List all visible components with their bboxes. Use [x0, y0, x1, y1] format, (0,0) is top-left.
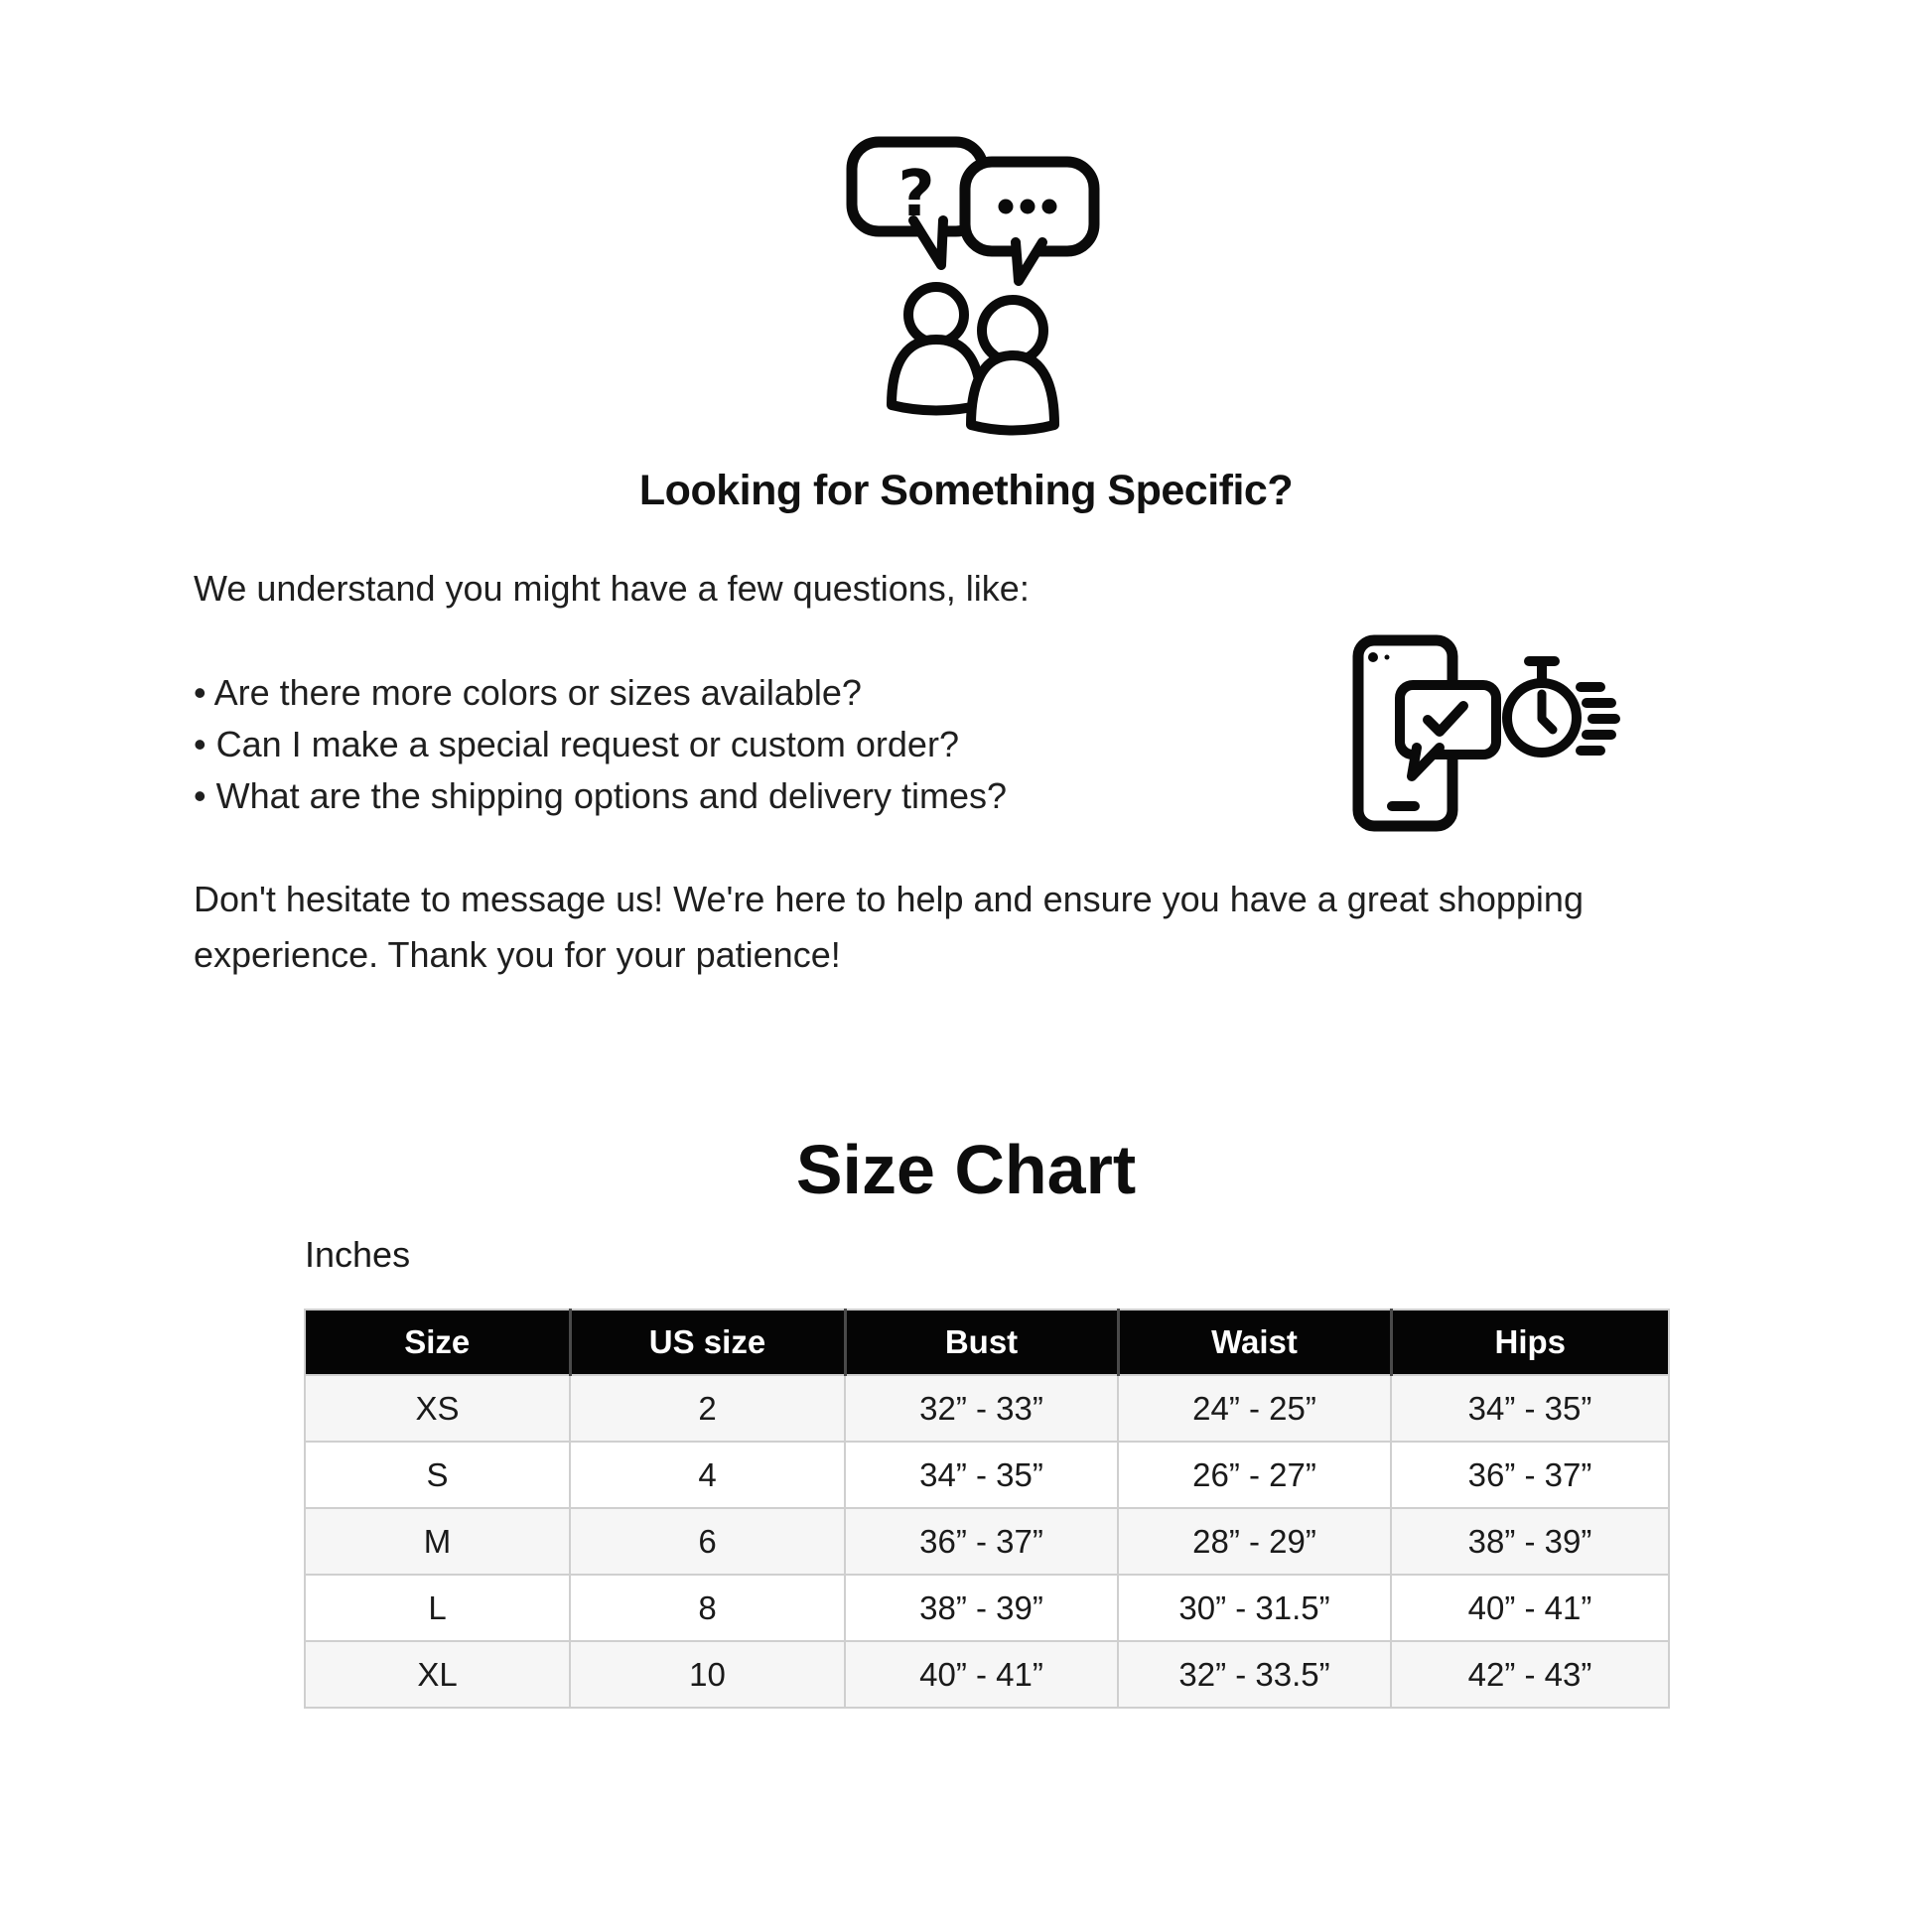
table-row	[305, 1575, 1669, 1641]
size-chart-header	[305, 1310, 1669, 1375]
column-header: Waist	[1118, 1310, 1391, 1375]
table-cell: 26” - 27”	[1118, 1442, 1391, 1508]
question-list	[194, 667, 1007, 822]
table-cell: 10	[570, 1641, 845, 1708]
table-cell: 40” - 41”	[845, 1641, 1118, 1708]
table-row	[305, 1442, 1669, 1508]
outro-line: Don't hesitate to message us! We're here to help and ensure you have a great shopping	[194, 879, 1584, 919]
speed-lines-icon	[1581, 687, 1615, 751]
table-cell: 36” - 37”	[845, 1508, 1118, 1575]
table-cell: 38” - 39”	[845, 1575, 1118, 1641]
table-cell: 2	[570, 1375, 845, 1442]
question-item: • Can I make a special request or custom order?	[194, 724, 959, 764]
intro-text: We understand you might have a few questions, like:	[194, 568, 1030, 609]
table-cell: 28” - 29”	[1118, 1508, 1391, 1575]
question-item: • Are there more colors or sizes available?	[194, 672, 862, 713]
stopwatch-icon	[1507, 661, 1615, 753]
size-chart-title: Size Chart	[795, 1131, 1137, 1208]
table-cell: 6	[570, 1508, 845, 1575]
size-chart-table	[304, 1309, 1670, 1709]
question-mark-glyph: ?	[897, 158, 935, 231]
phone-message-timer-icon	[1345, 630, 1633, 841]
table-cell: 4	[570, 1442, 845, 1508]
typing-bubble-icon	[965, 162, 1094, 281]
column-header: Size	[305, 1310, 570, 1375]
table-cell: S	[305, 1442, 570, 1508]
table-cell: 38” - 39”	[1391, 1508, 1669, 1575]
table-cell: 24” - 25”	[1118, 1375, 1391, 1442]
table-cell: XS	[305, 1375, 570, 1442]
table-cell: 8	[570, 1575, 845, 1641]
people-chat-bubbles-icon	[847, 135, 1101, 433]
table-cell: 32” - 33.5”	[1118, 1641, 1391, 1708]
column-header: US size	[570, 1310, 845, 1375]
section-heading: Looking for Something Specific?	[638, 467, 1294, 514]
table-row	[305, 1508, 1669, 1575]
table-cell: XL	[305, 1641, 570, 1708]
table-cell: 36” - 37”	[1391, 1442, 1669, 1508]
table-cell: M	[305, 1508, 570, 1575]
question-item: • What are the shipping options and delivery times?	[194, 775, 1008, 816]
table-cell: 42” - 43”	[1391, 1641, 1669, 1708]
column-header: Hips	[1391, 1310, 1669, 1375]
table-cell: 34” - 35”	[845, 1442, 1118, 1508]
table-cell: L	[305, 1575, 570, 1641]
table-cell: 40” - 41”	[1391, 1575, 1669, 1641]
outro-text	[194, 872, 1584, 983]
table-cell: 32” - 33”	[845, 1375, 1118, 1442]
two-people-icon	[892, 287, 1054, 431]
table-cell: 30” - 31.5”	[1118, 1575, 1391, 1641]
table-row	[305, 1641, 1669, 1708]
table-cell: 34” - 35”	[1391, 1375, 1669, 1442]
table-row	[305, 1375, 1669, 1442]
outro-line: experience. Thank you for your patience!	[194, 934, 841, 975]
unit-label: Inches	[305, 1234, 411, 1275]
column-header: Bust	[845, 1310, 1118, 1375]
